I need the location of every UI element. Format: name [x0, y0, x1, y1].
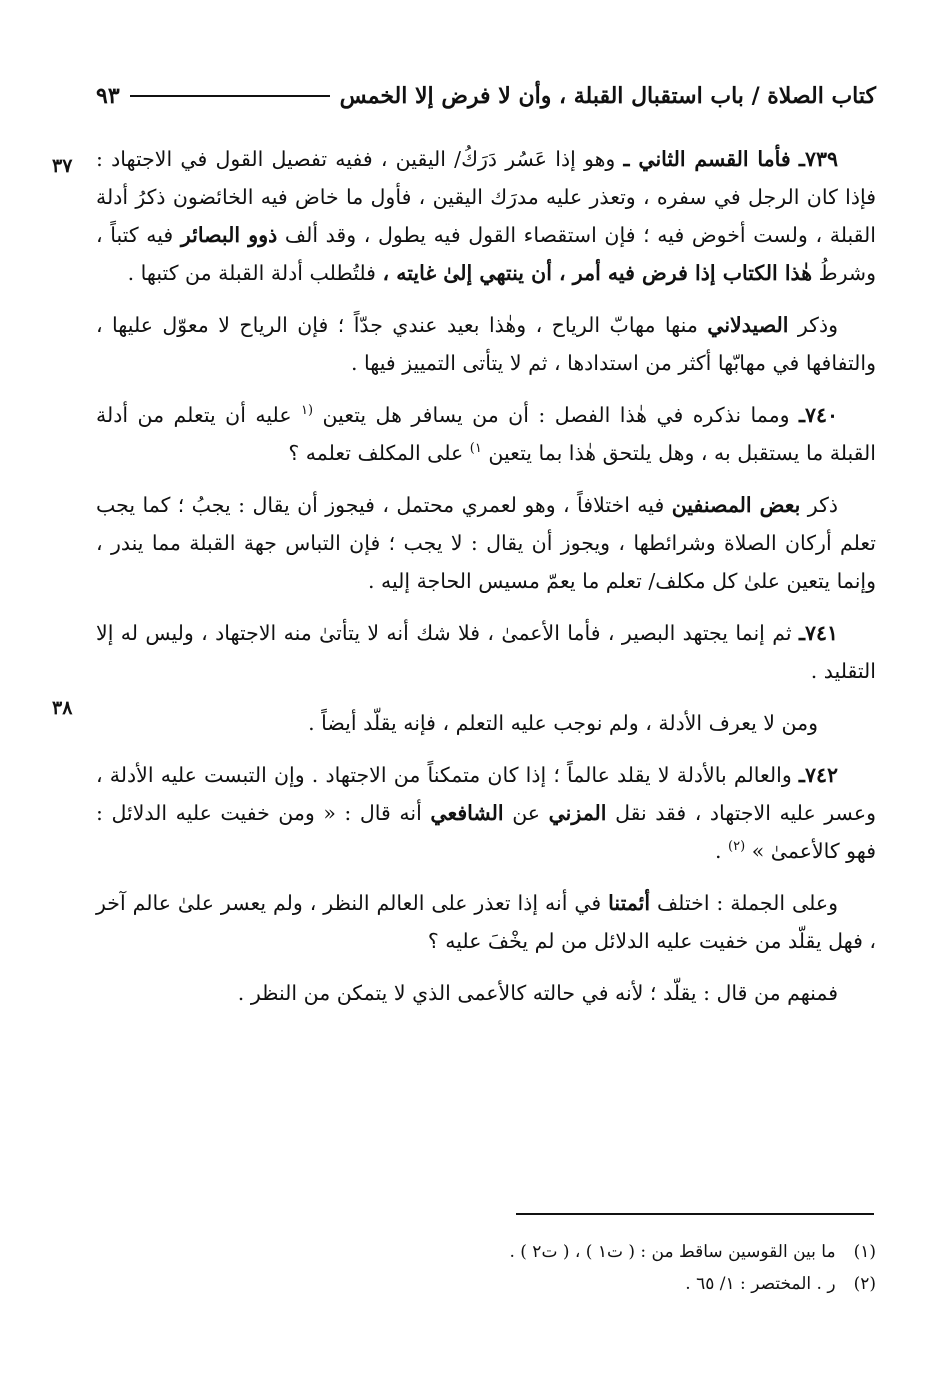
- bold-phrase: بعض المصنفين: [671, 493, 801, 517]
- footnotes: [96, 1236, 876, 1300]
- paragraph-text: عن: [512, 801, 541, 825]
- paragraph-text: في أنه إذا تعذر على العالم النظر ، ولم يعسر علىٰ عالم آخر ، فهل يقلّد من خفيت عليه الدلائل من لم يخْفَ عليه ؟: [96, 891, 876, 953]
- bold-phrase: فأما القسم الثاني ـ: [623, 147, 791, 171]
- footnote-item: [96, 1236, 876, 1268]
- paragraph-text: ومما نذكره في هٰذا الفصل : أن من يسافر هل يتعين: [322, 403, 790, 427]
- paragraph-number: ٧٤٢ـ: [798, 763, 838, 787]
- paragraph-742: [96, 756, 876, 870]
- footnote-ref: (١: [301, 403, 314, 419]
- margin-number-38: ٣٨: [52, 697, 73, 719]
- paragraph-jumla: [96, 884, 876, 960]
- paragraph-text: ومن لا يعرف الأدلة ، ولم نوجب عليه التعلم ، فإنه يقلّد أيضاً .: [308, 711, 818, 735]
- bold-phrase: الشافعي: [430, 801, 504, 825]
- paragraph-number: ٧٤٠ـ: [798, 403, 838, 427]
- paragraph-musannifin: [96, 486, 876, 600]
- paragraph-text: أنه قال : « ومن خفيت عليه الدلائل : فهو كالأعمىٰ »: [96, 801, 876, 863]
- page-number: ٩٣: [96, 83, 120, 109]
- paragraph-text: وعلى الجملة : اختلف: [656, 891, 838, 915]
- paragraph-text: فيه كتباً ، وشرطُ: [96, 223, 876, 285]
- footnote-ref: ١): [469, 441, 482, 457]
- paragraph-text: والعالم بالأدلة لا يقلد عالماً ؛ إذا كان متمكناً من الاجتهاد . وإن التبست عليه الأدلة ، وعسر عليه الاجتهاد ، فقد نقل: [96, 763, 876, 825]
- footnote-text: ما بين القوسين ساقط من : ( ت١ ) ، ( ت٢ ) .: [509, 1242, 836, 1262]
- paragraph-minhum: [96, 974, 876, 1012]
- footnote-rule: [516, 1213, 874, 1215]
- paragraph-741: [96, 614, 876, 690]
- running-header: [96, 76, 876, 116]
- paragraph-text: على المكلف تعلمه ؟: [288, 441, 464, 465]
- bold-phrase: الصيدلاني: [707, 313, 789, 337]
- header-rule: [130, 95, 330, 97]
- paragraph-text: ذكر: [807, 493, 838, 517]
- paragraph-text: .: [714, 839, 722, 863]
- paragraph-text: فيه اختلافاً ، وهو لعمري محتمل ، فيجوز أن يقال : يجبُ ؛ كما يجب تعلم أركان الصلاة وشرائطها ، ويجوز أن يقال : لا يجب ؛ فإن التباس جهة القبلة مما يندر ، وإنما يتعين علىٰ كل مكلف/ تعلم ما يعمّ مسيس الحاجة إليه .: [96, 493, 876, 593]
- paragraph-text: فمنهم من قال : يقلّد ؛ لأنه في حالته كالأعمى الذي لا يتمكن من النظر .: [237, 981, 838, 1005]
- header-title: كتاب الصلاة / باب استقبال القبلة ، وأن لا فرض إلا الخمس: [339, 83, 876, 109]
- main-text: [96, 140, 876, 1026]
- paragraph-740: [96, 396, 876, 472]
- margin-number-37: ٣٧: [52, 155, 73, 177]
- footnote-text: ر . المختصر : ١/ ٦٥ .: [685, 1274, 836, 1294]
- paragraph-taqlid: [96, 704, 876, 742]
- footnote-ref: (٢): [728, 839, 746, 855]
- paragraph-text: وذكر: [797, 313, 838, 337]
- paragraph-saydalani: [96, 306, 876, 382]
- paragraph-number: ٧٤١ـ: [798, 621, 838, 645]
- footnote-mark: (٢): [853, 1274, 876, 1294]
- bold-phrase: أئمتنا: [608, 891, 651, 915]
- paragraph-text: عليه أن يتعلم من أدلة القبلة ما يستقبل به ، وهل يلتحق هٰذا بما يتعين: [96, 403, 876, 465]
- paragraph-text: ثم إنما يجتهد البصير ، فأما الأعمىٰ ، فلا شك أنه لا يتأتىٰ منه الاجتهاد ، وليس له إلا التقليد .: [96, 621, 876, 683]
- paragraph-text: وهو إذا عَسُر دَرَكُ/ اليقين ، ففيه تفصيل القول في الاجتهاد : فإذا كان الرجل في سفره ، وتعذر عليه مدرَك اليقين ، فأول ما خاض فيه الخائضون ذكرُ أدلة القبلة ، ولست أخوض فيه ؛ فإن استقصاء القول فيه يطول ، وقد ألف: [96, 147, 876, 247]
- bold-phrase: المزني: [548, 801, 607, 825]
- paragraph-text: منها مهابّ الرياح ، وهٰذا بعيد عندي جدّاً ؛ فإن الرياح لا معوّل عليها ، والتفافها في مهابّها أكثر من استدادها ، ثم لا يتأتى التمييز فيها .: [96, 313, 876, 375]
- paragraph-text: فلتُطلب أدلة القبلة من كتبها .: [127, 261, 376, 285]
- paragraph-number: ٧٣٩ـ: [798, 147, 838, 171]
- bold-phrase: هٰذا الكتاب إذا فرض فيه أمر ، أن ينتهي إلىٰ غايته ،: [382, 261, 813, 285]
- footnote-item: [96, 1268, 876, 1300]
- footnote-mark: (١): [853, 1242, 876, 1262]
- bold-phrase: ذوو البصائر: [180, 223, 278, 247]
- paragraph-739: [96, 140, 876, 292]
